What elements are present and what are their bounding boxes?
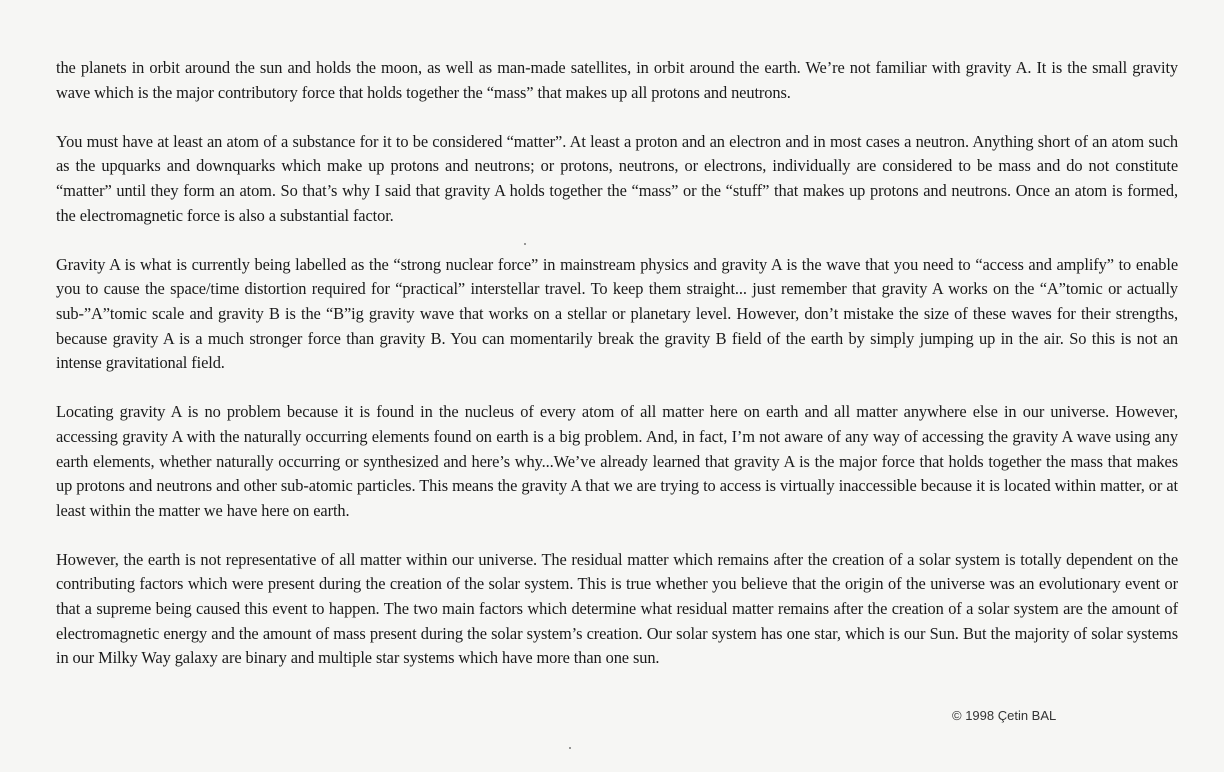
document-body — [56, 56, 1178, 695]
paragraph-2: You must have at least an atom of a substance for it to be considered “matter”. At least a proton and an electron and in most cases a neutron. Anything short of an atom such as the upquarks and downquarks which make up protons and neutrons; or protons, neutrons, or electrons, individually are considered to be mass and do not constitute “matter” until they form an atom. So that’s why I said that gravity A holds together the “mass” or the “stuff” that makes up protons and neutrons. Once an atom is formed, the electromagnetic force is also a substantial factor. — [56, 131, 1178, 225]
paragraph-4: Locating gravity A is no problem because it is found in the nucleus of every atom of all matter here on earth and all matter anywhere else in our universe. However, accessing gravity A with the naturally occurring elements found on earth is a big problem. And, in fact, I’m not aware of any way of accessing the gravity A wave using any earth elements, whether naturally occurring or synthesized and here’s why...We’ve already learned that gravity A is the major force that holds together the mass that makes up protons and neutrons and other sub-atomic particles. This means the gravity A that we are trying to access is virtually inaccessible because it is located within matter, or at least within the matter we have here on earth. — [56, 402, 1178, 520]
paper-speck — [524, 243, 526, 245]
paragraph-3: Gravity A is what is currently being labelled as the “strong nuclear force” in mainstream physics and gravity A is the wave that you need to “access and amplify” to enable you to cause the space/time distortion required for “practical” interstellar travel. To keep them straight... just remember that gravity A works on the “A”tomic or actually sub-”A”tomic scale and gravity B is the “B”ig gravity wave that works on a stellar or planetary level. However, don’t mistake the size of these waves for their strengths, because gravity A is a much stronger force than gravity B. You can momentarily break the gravity B field of the earth by simply jumping up in the air. So this is not an intense gravitational field. — [56, 254, 1178, 373]
paper-speck — [569, 747, 571, 749]
paragraph-5: However, the earth is not representative of all matter within our universe. The residual matter which remains after the creation of a solar system is totally dependent on the contributing factors which were present during the creation of the solar system. This is true whether you believe that the origin of the universe was an evolutionary event or that a supreme being caused this event to happen. The two main factors which determine what residual matter remains after the creation of a solar system are the amount of electromagnetic energy and the amount of mass present during the solar system’s creation. Our solar system has one star, which is our Sun. But the majority of solar systems in our Milky Way galaxy are binary and multiple star systems which have more than one sun. — [56, 549, 1178, 668]
copyright-notice: © 1998 Çetin BAL — [952, 708, 1057, 723]
paragraph-1: the planets in orbit around the sun and holds the moon, as well as man-made satellites, in orbit around the earth. We’re not familiar with gravity A. It is the small gravity wave which is the major contributory force that holds together the “mass” that makes up all protons and neutrons. — [56, 58, 1178, 102]
